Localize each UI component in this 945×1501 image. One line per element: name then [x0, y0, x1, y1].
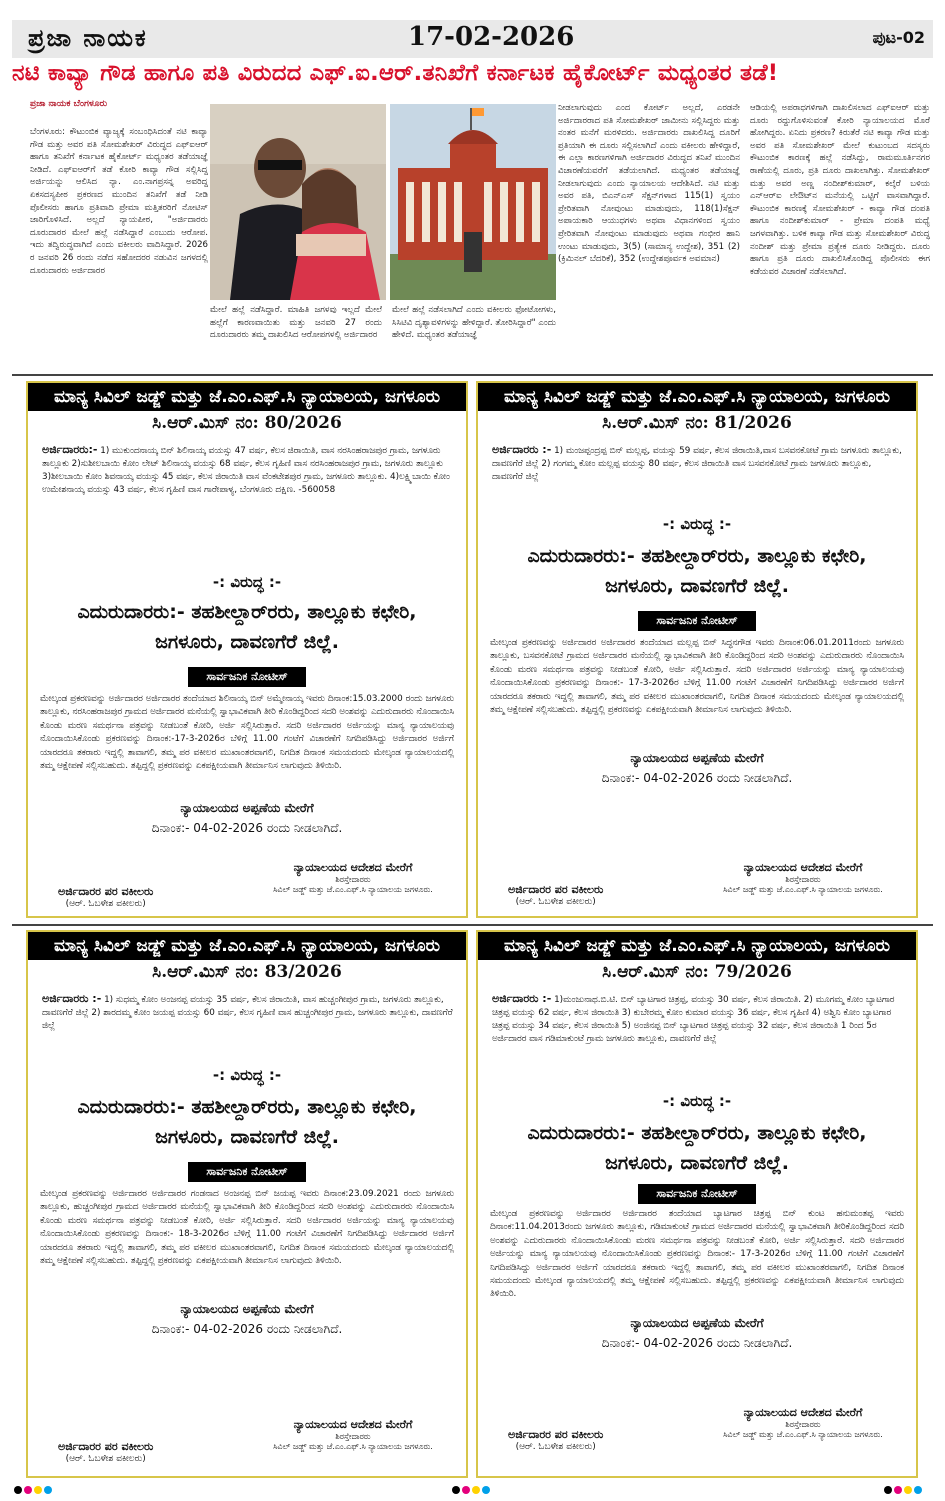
court-name: ಮಾನ್ಯ ಸಿವಿಲ್ ಜಡ್ಜ್ ಮತ್ತು ಜೆ.ಎಂ.ಎಫ್.ಸಿ ನ್ಯಾಯಾಲಯ, ಜಗಳೂರು: [478, 383, 916, 411]
court-signature: [708, 1406, 898, 1440]
case-number: ಸಿ.ಆರ್.ಮಿಸ್ ನಂ: 83/2026: [152, 962, 342, 982]
respondent: ಎದುರುದಾರರು:- ತಹಶೀಲ್ದಾರ್‌ರರು, ತಾಲ್ಲೂಕು ಕಛೇರಿ, ಜಗಳೂರು, ದಾವಣಗೆರೆ ಜಿಲ್ಲೆ.: [77, 1096, 417, 1148]
advocate: [58, 885, 153, 909]
public-notice-label: ಸಾರ್ವಜನಿಕ ನೋಟೀಸ್: [638, 1184, 755, 1204]
order-line: ನ್ಯಾಯಾಲಯದ ಅಪ್ಪಣೆಯ ಮೇರೆಗೆ: [180, 1302, 314, 1316]
reg-dot: [884, 1486, 892, 1494]
newspaper-name: ಪ್ರಜಾ ನಾಯಕ: [28, 24, 148, 52]
respondent: ಎದುರುದಾರರು:- ತಹಶೀಲ್ದಾರ್‌ರರು, ತಾಲ್ಲೂಕು ಕಛೇರಿ, ಜಗಳೂರು, ದಾವಣಗೆರೆ ಜಿಲ್ಲೆ.: [527, 545, 867, 597]
court-name: ಮಾನ್ಯ ಸಿವಿಲ್ ಜಡ್ಜ್ ಮತ್ತು ಜೆ.ಎಂ.ಎಫ್.ಸಿ ನ್ಯಾಯಾಲಯ, ಜಗಳೂರು: [28, 383, 466, 411]
lead-article: [12, 98, 933, 370]
court-name: ಮಾನ್ಯ ಸಿವಿಲ್ ಜಡ್ಜ್ ಮತ್ತು ಜೆ.ಎಂ.ಎಫ್.ಸಿ ನ್ಯಾಯಾಲಯ, ಜಗಳೂರು: [478, 932, 916, 960]
section-divider: [12, 374, 933, 376]
advocate-label: ಅರ್ಜಿದಾರರ ಪರ ವಕೀಲರು: [58, 885, 154, 898]
petitioners-text: 1) ಮುಕುಂದನಾಯ್ಕ ಬಿನ್ ಶಿಲಿನಾಯ್ಕ ವಯಸ್ಸು 47 ವರ್ಷ, ಕೆಲಸ ಜಿರಾಯಿತಿ, ವಾಸ ನರಸಿಂಹರಾಜಪುರ ಗ್ರಾಮ, ಜಗಳೂರು ತಾಲ್ಲೂಕು 2)ಸುಶೀಲಬಾಯಿ ಕೋಂ ಲೇಟ್ ಶಿಲಿನಾಯ್ಕ ವಯಸ್ಸು 68 ವರ್ಷ, ಕೆಲಸ ಗೃಹಿಣಿ ವಾಸ ನರಸಿಂಹರಾಜಪುರ ಗ್ರಾಮ, ಜಗಳೂರು ತಾಲ್ಲೂಕು 3)ಶೀಲಬಾಯಿ ಕೋಂ ಶಿವನಾಯ್ಕ ವಯಸ್ಸು 45 ವರ್ಷ, ಕೆಲಸ ಜಿರಾಯಿತಿ ವಾಸ ವೆಂಕಟೇಶಪುರ ಗ್ರಾಮ, ಜಗಳೂರು ತಾಲ್ಲೂಕು. 4)ಲಕ್ಷ್ಮಿಬಾಯಿ ಕೋಂ ಉಮೇಶನಾಯ್ಕ ವಯಸ್ಸು 43 ವರ್ಷ, ಕೆಲಸ ಗೃಹಿಣಿ ವಾಸ ಗಾರೇಪಾಳ್ಯ, ಬೆಂಗಳೂರು ದಕ್ಷಿಣ. -560058: [42, 446, 450, 495]
byline: ಪ್ರಜಾ ನಾಯಕ ಬೆಂಗಳೂರು: [30, 99, 108, 109]
versus-label: -: ವಿರುದ್ಧ :-: [212, 1066, 282, 1084]
order-date: ದಿನಾಂಕ:- 04-02-2026 ರಂದು ನೀಡಲಾಗಿದೆ.: [151, 1322, 343, 1336]
reg-dot: [904, 1486, 912, 1494]
petitioners-text: 1) ಸುಧಮ್ಮ ಕೋಂ ಅಂಜನಪ್ಪ ವಯಸ್ಸು 35 ವರ್ಷ, ಕೆಲಸ ಜಿರಾಯಿತಿ, ವಾಸ ಹುಚ್ಚಂಗೀಪುರ ಗ್ರಾಮ, ಜಗಳೂರು ತಾಲ್ಲೂಕು, ದಾವಣಗೆರೆ ಜಿಲ್ಲೆ 2) ಶಾರದಮ್ಮ ಕೋಂ ಜಯಪ್ಪ ವಯಸ್ಸು 60 ವರ್ಷ, ಕೆಲಸ ಗೃಹಿಣಿ ವಾಸ ಹುಚ್ಚಂಗೀಪುರ ಗ್ರಾಮ, ಜಗಳೂರು ತಾಲ್ಲೂಕು, ದಾವಣಗೆರೆ ಜಿಲ್ಲೆ: [42, 995, 453, 1031]
reg-dot: [472, 1486, 480, 1494]
petitioners: [42, 992, 454, 1033]
case-number: ಸಿ.ಆರ್.ಮಿಸ್ ನಂ: 79/2026: [602, 962, 792, 982]
respondent: ಎದುರುದಾರರು:- ತಹಶೀಲ್ದಾರ್‌ರರು, ತಾಲ್ಲೂಕು ಕಛೇರಿ, ಜಗಳೂರು, ದಾವಣಗೆರೆ ಜಿಲ್ಲೆ.: [527, 1122, 867, 1174]
order-date: ದಿನಾಂಕ:- 04-02-2026 ರಂದು ನೀಡಲಾಗಿದೆ.: [151, 821, 343, 835]
public-notice-label: ಸಾರ್ವಜನಿಕ ನೋಟೀಸ್: [188, 1162, 305, 1182]
article-column-2a: ಮೇಲೆ ಹಲ್ಲೆ ನಡೆಸಿದ್ದಾರೆ. ಮಾಹಿತಿ ಜಗಳವು ಇಲ್ಲದೆ ಮೇಲೆ ಹಲ್ಲೆಗೆ ಕಾರಣವಾಯಿತು ಮತ್ತು ಜನವರಿ 27 ರಂದು ದೂರುದಾರರು ತಮ್ಮ ದಾಖಲಿಸಿದ ಆರೋಪಗಳಲ್ಲಿ ಅರ್ಜಿದಾರರ: [210, 305, 382, 341]
public-notice-label: ಸಾರ್ವಜನಿಕ ನೋಟೀಸ್: [188, 667, 305, 687]
advocate-name: (ಆರ್. ಓಬಳೇಶ ವಕೀಲರು): [515, 1442, 596, 1452]
sign-court: ಸಿವಿಲ್ ಜಡ್ಜ್ ಮತ್ತು ಜೆ.ಎಂ.ಎಫ್.ಸಿ ನ್ಯಾಯಾಲಯ ಜಗಳೂರು.: [723, 885, 883, 894]
sign-role: ಶಿರಸ್ತೇದಾರರು: [335, 875, 371, 884]
order-line: ನ್ಯಾಯಾಲಯದ ಅಪ್ಪಣೆಯ ಮೇರೆಗೆ: [630, 751, 764, 765]
petitioners: [492, 443, 904, 484]
court-notice: [26, 381, 468, 918]
court-signature: [708, 861, 898, 895]
headline: ನಟಿ ಕಾವ್ಯಾ ಗೌಡ ಹಾಗೂ ಪತಿ ವಿರುದದ ಎಫ್.ಐ.ಆರ್.ತನಿಖೆಗೆ ಕರ್ನಾಟಕ ಹೈಕೋರ್ಟ್ ಮಧ್ಯಂತರ ತಡೆ!: [12, 60, 779, 86]
public-notice-label: ಸಾರ್ವಜನಿಕ ನೋಟೀಸ್: [638, 611, 755, 631]
advocate: [58, 1440, 153, 1464]
case-number: ಸಿ.ಆರ್.ಮಿಸ್ ನಂ: 81/2026: [602, 413, 792, 433]
article-column-3: ನೀಡಲಾಗುವುದು ಎಂದ ಕೋರ್ಟ್ ಅಲ್ಲದೆ, ಎರಡನೇ ಅರ್ಜಿದಾರರಾದ ಪತಿ ಸೋಮಶೇಖರ್ ಜಾಮೀನು ಸಲ್ಲಿಸಿದ್ದರು ಮತ್ತು ನಂತರ ಮನೆಗೆ ಮರಳಿದರು. ಅರ್ಜಿದಾರರು ದಾಖಲಿಸಿದ್ದ ದೂರಿಗೆ ಪ್ರತಿಯಾಗಿ ಈ ದೂರು ಸಲ್ಲಿಸಲಾಗಿದೆ ಎಂದು ವಕೀಲರು ಹೇಳಿದ್ದಾರೆ, ಈ ಎಲ್ಲಾ ಕಾರಣಗಳಿಗಾಗಿ ಅರ್ಜಿದಾರರ ವಿರುದ್ಧದ ತನಿಖೆ ಮುಂದಿನ ವಿಚಾರಣೆಯವರೆಗೆ ತಡೆಯಲಾಗಿದೆ. ಮಧ್ಯಂತರ ತಡೆಯಾಜ್ಞೆ ನೀಡಲಾಗುವುದು ಎಂದು ನ್ಯಾಯಾಲಯ ಆದೇಶಿಸಿದೆ. ನಟಿ ಮತ್ತು ಅವರ ಪತಿ, ಬಿಎನ್‌ಎಸ್ ಸೆಕ್ಷನ್‌ಗಳಾದ 115(1) ಸ್ವಯಂ ಪ್ರೇರಿತವಾಗಿ ನೋವುಂಟು ಮಾಡುವುದು, 118(1)ಸೆಕ್ಷನ್ ಅಪಾಯಕಾರಿ ಆಯುಧಗಳು ಅಥವಾ ವಿಧಾನಗಳಿಂದ ಸ್ವಯಂ ಪ್ರೇರಿತವಾಗಿ ನೋವುಂಟು ಮಾಡುವುದು ಅಥವಾ ಗಂಭೀರ ಹಾನಿ ಉಂಟು ಮಾಡುವುದು, 3(5) (ಸಾಮಾನ್ಯ ಉದ್ದೇಶ), 351 (2) (ಕ್ರಿಮಿನಲ್ ಬೆದರಿಕೆ), 352 (ಉದ್ದೇಶಪೂರ್ವಕ ಅವಮಾನ): [558, 103, 740, 265]
article-column-2b: ಮೇಲೆ ಹಲ್ಲೆ ನಡೆಸಲಾಗಿದೆ ಎಂದು ವಕೀಲರು ಫೋಟೋಗಳು, ಸಿಸಿಟಿವಿ ದೃಶ್ಯಾವಳಿಗಳನ್ನು ಹೇಳಿದ್ದಾರೆ. ತೋರಿಸಿದ್ದಾರೆ" ಎಂದು ಹೇಳಿದೆ. ಮಧ್ಯಂತರ ತಡೆಯಾಜ್ಞೆ: [392, 305, 556, 341]
court-signature: [258, 861, 448, 895]
registration-marks-right: [884, 1486, 922, 1494]
sign-role: ಶಿರಸ್ತೇದಾರರು: [335, 1432, 371, 1441]
article-column-4: ಆಡಿಯಲ್ಲಿ ಅಪರಾಧಗಳಿಗಾಗಿ ದಾಖಲಿಸಲಾದ ಎಫ್‌ಐಆರ್ ಮತ್ತು ದೂರು ರದ್ದುಗೊಳಿಸುವಂತೆ ಕೋರಿ ನ್ಯಾಯಾಲಯದ ಮೊರೆ ಹೋಗಿದ್ದರು. ಏನಿದು ಪ್ರಕರಣ? ಕಿರುತೆರೆ ನಟಿ ಕಾವ್ಯಾ ಗೌಡ ಮತ್ತು ಅವರ ಪತಿ ಸೋಮಶೇಖರ್ ಮೇಲೆ ಕುಟುಂಬದ ಸದಸ್ಯರು ಕೌಟುಂಬಿಕ ಕಾರಣಕ್ಕೆ ಹಲ್ಲೆ ನಡೆಸಿದ್ದು, ರಾಮಮೂರ್ತಿನಗರ ಠಾಣೆಯಲ್ಲಿ ದೂರು, ಪ್ರತಿ ದೂರು ದಾಖಲಾಗಿತ್ತು. ಸೋಮಶೇಖರ್ ಮತ್ತು ಅವರ ಅಣ್ಣ ನಂದೀಶ್‌ಕುಮಾರ್, ಕಲ್ಕೆರೆ ಬಳಿಯ ಎನ್‌ಆರ್‌ಐ ಲೇಔಟ್‌ನ ಮನೆಯಲ್ಲಿ ಒಟ್ಟಿಗೆ ವಾಸವಾಗಿದ್ದಾರೆ. ಕೌಟುಂಬಿಕ ಕಾರಣಕ್ಕೆ ಸೋಮಶೇಖರ್ - ಕಾವ್ಯಾ ಗೌಡ ದಂಪತಿ ಹಾಗೂ ನಂದೀಶ್‌ಕುಮಾರ್ - ಪ್ರೇಮಾ ದಂಪತಿ ಮಧ್ಯೆ ಜಗಳವಾಗಿತ್ತು. ಬಳಿಕ ಕಾವ್ಯಾ ಗೌಡ ಮತ್ತು ಸೋಮಶೇಖರ್ ವಿರುದ್ಧ ನಂದೀಶ್ ಮತ್ತು ಪ್ರೇಮಾ ಪ್ರತ್ಯೇಕ ದೂರು ನೀಡಿದ್ದರು. ದೂರು ಹಾಗೂ ಪ್ರತಿ ದೂರು ದಾಖಲಿಸಿಕೊಂಡಿದ್ದ ಪೊಲೀಸರು ಈಗ ಕಡೆಯವರ ವಿಚಾರಣೆ ನಡೆಸಲಾಗಿದೆ.: [750, 103, 930, 277]
registration-marks-center: [452, 1486, 490, 1494]
high-court-photo: [390, 104, 556, 300]
issue-date: 17-02-2026: [408, 22, 575, 52]
reg-dot: [462, 1486, 470, 1494]
petitioners-text: 1)ಮಂಜುನಾಥ.ಬಿ.ಟಿ. ಬಿನ್ ಬ್ಯಾಟಗಾರ ಚಿತ್ರಪ್ಪ, ವಯಸ್ಸು 30 ವರ್ಷ, ಕೆಲಸ ಜಿರಾಯಿತಿ. 2) ಮೂಗಮ್ಮ ಕೋಂ ಬ್ಯಾಟಗಾರ ಚಿತ್ರಪ್ಪ ವಯಸ್ಸು 62 ವರ್ಷ, ಕೆಲಸ ಜಿರಾಯಿತಿ 3) ಕುಬೇರಮ್ಮ ಕೋಂ ಕುಮಾರ ವಯಸ್ಸು 36 ವರ್ಷ, ಕೆಲಸ ಗೃಹಿಣಿ 4) ಅಶ್ವಿನಿ ಕೋಂ ಬ್ಯಾಟಗಾರ ಚಿತ್ರಪ್ಪ ವಯಸ್ಸು 34 ವರ್ಷ, ಕೆಲಸ ಜಿರಾಯಿತಿ 5) ಅಂಜಿನಪ್ಪ ಬಿನ್ ಬ್ಯಾಟಗಾರ ಚಿತ್ರಪ್ಪ ವಯಸ್ಸು 32 ವರ್ಷ, ಕೆಲಸ ಜಿರಾಯಿತಿ 1 ರಿಂದ 5ರ ಅರ್ಜಿದಾರರ ವಾಸ ಗಡಿಮಾಕುಂಟೆ ಗ್ರಾಮ ಜಗಳೂರು ತಾಲ್ಲೂಕು, ದಾವಣಗೆರೆ ಜಿಲ್ಲೆ: [492, 995, 895, 1044]
versus-label: -: ವಿರುದ್ಧ :-: [662, 1092, 732, 1110]
notice-body: ಮೇಲ್ಕಂಡ ಪ್ರಕರಣವನ್ನು ಅರ್ಜಿದಾರರ ಅರ್ಜಿದಾರರ ತಂದೆಯಾದ ಮಲ್ಲಪ್ಪ ಬಿನ್ ಸಿದ್ಧನಗೌಡ ಇವರು ದಿನಾಂಕ:06.01.2011ರಂದು ಜಗಳೂರು ತಾಲ್ಲೂಕು, ಬಸವನಕೋಟೆ ಗ್ರಾಮದ ಅರ್ಜಿದಾರರ ಮನೆಯಲ್ಲಿ ಸ್ವಾಭಾವಿಕವಾಗಿ ತೀರಿ ಕೊಂಡಿದ್ದರಿಂದ ಸದರಿ ಅಂಶವನ್ನು ಎದುರುದಾರರು ನೊಂದಾಯಿಸಿ ಕೊಂಡು ಮರಣ ಸಮರ್ಥನಾ ಪತ್ರವನ್ನು ನೀಡಬಂತೆ ಕೋರಿ, ಅರ್ಜಿ ಸಲ್ಲಿಸಿರುತ್ತಾರೆ. ಸದರಿ ಅರ್ಜಿದಾರರ ಅರ್ಜಿಯನ್ನು ಮಾನ್ಯ ನ್ಯಾಯಾಲಯವು ನೊಂದಾಯಿಸಿಕೊಂಡು ಪ್ರಕರಣವನ್ನು ದಿನಾಂಕ:- 17-3-2026ರ ಬೆಳಿಗ್ಗೆ 11.00 ಗಂಟೆಗೆ ವಿಚಾರಣೆಗೆ ನಿಗದಿಪಡಿಸಿದ್ದು ಅರ್ಜಿದಾರರ ಅರ್ಜಿಗೆ ಯಾರದರೂ ತಕರಾರು ಇದ್ದಲ್ಲಿ ತಾವಾಗಲಿ, ತಮ್ಮ ಪರ ವಕೀಲರ ಮುಖಾಂತರವಾಗಲಿ, ನಿಗದಿತ ದಿನಾಂಕ ಸಮಯದಂದು ಮೇಲ್ಕಂಡ ನ್ಯಾಯಾಲಯದಲ್ಲಿ ತಮ್ಮ ಆಕ್ಷೇಪಣೆ ಸಲ್ಲಿಸಬಹುದು. ತಪ್ಪಿದ್ದಲ್ಲಿ ಪ್ರಕರಣವನ್ನು ಏಕಪಕ್ಷೀಯವಾಗಿ ತೀರ್ಮಾನಿಸ ಲಾಗುವುದು ತಿಳಿಯಿರಿ.: [490, 638, 904, 716]
advocate-label: ಅರ್ಜಿದಾರರ ಪರ ವಕೀಲರು: [508, 883, 604, 896]
sign-court: ಸಿವಿಲ್ ಜಡ್ಜ್ ಮತ್ತು ಜೆ.ಎಂ.ಎಫ್.ಸಿ ನ್ಯಾಯಾಲಯ ಜಗಳೂರು.: [273, 885, 433, 894]
article-column-1: ಬೆಂಗಳೂರು: ಕೌಟುಂಬಿಕ ವ್ಯಾಜ್ಯಕ್ಕೆ ಸಂಬಂಧಿಸಿದಂತೆ ನಟಿ ಕಾವ್ಯಾ ಗೌಡ ಮತ್ತು ಅವರ ಪತಿ ಸೋಮಶೇಖರ್ ವಿರುದ್ಧದ ಎಫ್‌ಐಆರ್ ಹಾಗೂ ತನಿಖೆಗೆ ಕರ್ನಾಟಕ ಹೈಕೋರ್ಟ್ ಮಧ್ಯಂತರ ತಡೆಯಾಜ್ಞೆ ನೀಡಿದೆ. ಎಫ್‌ಐಆರ್‌ಗೆ ತಡೆ ಕೋರಿ ಕಾವ್ಯಾ ಗೌಡ ಸಲ್ಲಿಸಿದ್ದ ಅರ್ಜಿಯನ್ನು ಆಲಿಸಿದ ನ್ಯಾ. ಎಂ.ನಾಗಪ್ರಸನ್ನ ಅವರಿದ್ದ ಏಕಸದಸ್ಯಪೀಠ ಪ್ರಕರಣದ ಮುಂದಿನ ತನಿಖೆಗೆ ತಡೆ ನೀಡಿ ಪೊಲೀಸರು ಹಾಗೂ ಪ್ರತಿವಾದಿ ಪ್ರೇಮಾ ಮತ್ತಿತರರಿಗೆ ನೋಟಿಸ್ ಜಾರಿಗೊಳಿಸಿದೆ. ಅಲ್ಲದೆ ನ್ಯಾಯಪೀಠ, "ಅರ್ಜಿದಾರರು ದೂರುದಾರರ ಮೇಲೆ ಹಲ್ಲೆ ನಡೆಸಿದ್ದಾರೆ ಎಂಬುದು ಆರೋಪ. ಇದು ತದ್ವಿರುದ್ಧವಾಗಿದೆ ಎಂದು ವಕೀಲರು ವಾದಿಸಿದ್ದಾರೆ. 2026 ರ ಜನವರಿ 26 ರಂದು ನಡೆದ ಸಹೋದರರ ನಡುವಿನ ಜಗಳದಲ್ಲಿ ದೂರುದಾರರು ಅರ್ಜಿದಾರರ: [30, 127, 208, 276]
notice-body: ಮೇಲ್ಕಂಡ ಪ್ರಕರಣವನ್ನು ಅರ್ಜಿದಾರರ ಅರ್ಜಿದಾರರ ತಂದೆಯಾದ ಬ್ಯಾಟಗಾರ ಚಿತ್ರಪ್ಪ ಬಿನ್ ಕುಂಟ ಹನುಮಂತಪ್ಪ ಇವರು ದಿನಾಂಕ:11.04.2013ರಂದು ಜಗಳೂರು ತಾಲ್ಲೂಕು, ಗಡಿಮಾಕುಂಟೆ ಗ್ರಾಮದ ಅರ್ಜಿದಾರರ ಮನೆಯಲ್ಲಿ ಸ್ವಾಭಾವಿಕವಾಗಿ ತೀರಿಕೊಂಡಿದ್ದರಿಂದ ಸದರಿ ಅಂಶವನ್ನು ಎದುರುದಾರರು ನೊಂದಾಯಿಸಿಕೊಂಡು ಮರಣ ಸಮರ್ಥನಾ ಪತ್ರವನ್ನು ನೀಡಬಂತೆ ಕೋರಿ, ಅರ್ಜಿ ಸಲ್ಲಿಸಿರುತ್ತಾರೆ. ಸದರಿ ಅರ್ಜಿದಾರರ ಅರ್ಜಿಯನ್ನು ಮಾನ್ಯ ನ್ಯಾಯಾಲಯವು ನೊಂದಾಯಿಸಿಕೊಂಡು ಪ್ರಕರಣವನ್ನು ದಿನಾಂಕ:- 17-3-2026ರ ಬೆಳಿಗ್ಗೆ 11.00 ಗಂಟೆಗೆ ವಿಚಾರಣೆಗೆ ನಿಗದಿಪಡಿಸಿದ್ದು ಅರ್ಜಿದಾರರ ಅರ್ಜಿಗೆ ಯಾರದರೂ ತಕರಾರು ಇದ್ದಲ್ಲಿ ತಾವಾಗಲಿ, ತಮ್ಮ ಪರ ವಕೀಲರ ಮುಖಾಂತರವಾಗಲಿ, ನಿಗದಿತ ದಿನಾಂಕ ಸಮಯದಂದು ಮೇಲ್ಕಂಡ ನ್ಯಾಯಾಲಯದಲ್ಲಿ ತಮ್ಮ ಆಕ್ಷೇಪಣೆ ಸಲ್ಲಿಸಬಹುದು. ತಪ್ಪಿದ್ದಲ್ಲಿ ಪ್ರಕರಣವನ್ನು ಏಕಪಕ್ಷೀಯವಾಗಿ ತೀರ್ಮಾನಿಸ ಲಾಗುವುದು ತಿಳಿಯಿರಿ.: [490, 1209, 904, 1300]
advocate-name: (ಆರ್. ಓಬಳೇಶ ವಕೀಲರು): [65, 1454, 146, 1464]
sign-title: ನ್ಯಾಯಾಲಯದ ಆದೇಶದ ಮೇರೆಗೆ: [743, 1406, 863, 1419]
section-divider: [12, 924, 933, 926]
reg-dot: [14, 1486, 22, 1494]
petitioners-label: ಅರ್ಜಿದಾರರು :-: [492, 443, 552, 456]
petitioners: [492, 992, 904, 1046]
sign-title: ನ್ಯಾಯಾಲಯದ ಆದೇಶದ ಮೇರೆಗೆ: [743, 861, 863, 874]
court-notice: [476, 381, 918, 918]
advocate: [508, 883, 603, 907]
reg-dot: [44, 1486, 52, 1494]
sign-role: ಶಿರಸ್ತೇದಾರರು: [785, 875, 821, 884]
reg-dot: [894, 1486, 902, 1494]
reg-dot: [914, 1486, 922, 1494]
sign-title: ನ್ಯಾಯಾಲಯದ ಆದೇಶದ ಮೇರೆಗೆ: [293, 861, 413, 874]
sign-title: ನ್ಯಾಯಾಲಯದ ಆದೇಶದ ಮೇರೆಗೆ: [293, 1418, 413, 1431]
advocate: [508, 1428, 603, 1452]
page-number: ಪುಟ-02: [872, 28, 925, 47]
respondent: ಎದುರುದಾರರು:- ತಹಶೀಲ್ದಾರ್‌ರರು, ತಾಲ್ಲೂಕು ಕಛೇರಿ, ಜಗಳೂರು, ದಾವಣಗೆರೆ ಜಿಲ್ಲೆ.: [77, 601, 417, 653]
order-line: ನ್ಯಾಯಾಲಯದ ಅಪ್ಪಣೆಯ ಮೇರೆಗೆ: [180, 801, 314, 815]
notice-body: ಮೇಲ್ಕಂಡ ಪ್ರಕರಣವನ್ನು ಅರ್ಜಿದಾರರ ಅರ್ಜಿದಾರರ ಗಂಡನಾದ ಅಂಜನಪ್ಪ ಬಿನ್ ಜಯಪ್ಪ ಇವರು ದಿನಾಂಕ:23.09.2021 ರಂದು ಜಗಳೂರು ತಾಲ್ಲೂಕು, ಹುಚ್ಚಂಗೀಪುರ ಗ್ರಾಮದ ಅರ್ಜಿದಾರರ ಮನೆಯಲ್ಲಿ ಸ್ವಾಭಾವಿಕವಾಗಿ ತೀರಿ ಕೊಂಡಿದ್ದರಿಂದ ಸದರಿ ಅಂಶವನ್ನು ಎದುರುದಾರರು ನೊಂದಾಯಿಸಿ ಕೊಂಡು ಮರಣ ಸಮರ್ಥನಾ ಪತ್ರವನ್ನು ನೀಡಬಂತೆ ಕೋರಿ, ಅರ್ಜಿ ಸಲ್ಲಿಸಿರುತ್ತಾರೆ. ಸದರಿ ಅರ್ಜಿದಾರರ ಅರ್ಜಿಯನ್ನು ಮಾನ್ಯ ನ್ಯಾಯಾಲಯವು ನೊಂದಾಯಿಸಿಕೊಂಡು ಪ್ರಕರಣವನ್ನು ದಿನಾಂಕ:- 18-3-2026ರ ಬೆಳಿಗ್ಗೆ 11.00 ಗಂಟೆಗೆ ವಿಚಾರಣೆಗೆ ನಿಗದಿಪಡಿಸಿದ್ದು ಅರ್ಜಿದಾರರ ಅರ್ಜಿಗೆ ಯಾರದರೂ ತಕರಾರು ಇದ್ದಲ್ಲಿ ತಾವಾಗಲಿ, ತಮ್ಮ ಪರ ವಕೀಲರ ಮುಖಾಂತರವಾಗಲಿ, ನಿಗದಿತ ದಿನಾಂಕ ಸಮಯದಂದು ಮೇಲ್ಕಂಡ ನ್ಯಾಯಾಲಯದಲ್ಲಿ ತಮ್ಮ ಆಕ್ಷೇಪಣೆ ಸಲ್ಲಿಸಬಹುದು. ತಪ್ಪಿದ್ದಲ್ಲಿ ಪ್ರಕರಣವನ್ನು ಏಕಪಕ್ಷೀಯವಾಗಿ ತೀರ್ಮಾನಿಸ ಲಾಗುವುದು ತಿಳಿಯಿರಿ.: [40, 1189, 454, 1267]
sign-role: ಶಿರಸ್ತೇದಾರರು: [785, 1420, 821, 1429]
court-notice: [476, 930, 918, 1478]
petitioners-label: ಅರ್ಜಿದಾರರು :-: [42, 992, 102, 1005]
versus-label: -: ವಿರುದ್ಧ :-: [212, 573, 282, 591]
case-number: ಸಿ.ಆರ್.ಮಿಸ್ ನಂ: 80/2026: [152, 413, 342, 433]
reg-dot: [452, 1486, 460, 1494]
order-date: ದಿನಾಂಕ:- 04-02-2026 ರಂದು ನೀಡಲಾಗಿದೆ.: [601, 771, 793, 785]
sign-court: ಸಿವಿಲ್ ಜಡ್ಜ್ ಮತ್ತು ಜೆ.ಎಂ.ಎಫ್.ಸಿ ನ್ಯಾಯಾಲಯ ಜಗಳೂರು.: [273, 1442, 433, 1451]
reg-dot: [482, 1486, 490, 1494]
couple-photo: [210, 104, 386, 300]
order-line: ನ್ಯಾಯಾಲಯದ ಅಪ್ಪಣೆಯ ಮೇರೆಗೆ: [630, 1316, 764, 1330]
advocate-name: (ಆರ್. ಓಬಳೇಶ ವಕೀಲರು): [65, 899, 146, 909]
reg-dot: [24, 1486, 32, 1494]
court-notice: [26, 930, 468, 1478]
petitioners: [42, 443, 454, 497]
advocate-label: ಅರ್ಜಿದಾರರ ಪರ ವಕೀಲರು: [508, 1428, 604, 1441]
petitioners-label: ಅರ್ಜಿದಾರರು:-: [42, 443, 98, 456]
reg-dot: [34, 1486, 42, 1494]
registration-marks-left: [14, 1486, 52, 1494]
petitioners-label: ಅರ್ಜಿದಾರರು :-: [492, 992, 552, 1005]
court-name: ಮಾನ್ಯ ಸಿವಿಲ್ ಜಡ್ಜ್ ಮತ್ತು ಜೆ.ಎಂ.ಎಫ್.ಸಿ ನ್ಯಾಯಾಲಯ, ಜಗಳೂರು: [28, 932, 466, 960]
masthead: [12, 20, 933, 58]
advocate-label: ಅರ್ಜಿದಾರರ ಪರ ವಕೀಲರು: [58, 1440, 154, 1453]
advocate-name: (ಆರ್. ಓಬಳೇಶ ವಕೀಲರು): [515, 897, 596, 907]
order-date: ದಿನಾಂಕ:- 04-02-2026 ರಂದು ನೀಡಲಾಗಿದೆ.: [601, 1336, 793, 1350]
notice-body: ಮೇಲ್ಕಂಡ ಪ್ರಕರಣವನ್ನು ಅರ್ಜಿದಾರರ ಅರ್ಜಿದಾರರ ತಂದೆಯಾದ ಶಿಲಿನಾಯ್ಕ ಬಿನ್ ಅಮ್ಮೇನಾಯ್ಕ ಇವರು ದಿನಾಂಕ:15.03.2000 ರಂದು ಜಗಳೂರು ತಾಲ್ಲೂಕು, ನರಸಿಂಹರಾಜಪುರ ಗ್ರಾಮದ ಅರ್ಜಿದಾರರ ಮನೆಯಲ್ಲಿ ಸ್ವಾಭಾವಿಕವಾಗಿ ತೀರಿ ಕೊಂಡಿದ್ದರಿಂದ ಸದರಿ ಅಂಶವನ್ನು ಎದುರುದಾರರು ನೊಂದಾಯಿಸಿ ಕೊಂಡು ಮರಣ ಸಮರ್ಥನಾ ಪತ್ರವನ್ನು ನೀಡಬಂತೆ ಕೋರಿ, ಅರ್ಜಿ ಸಲ್ಲಿಸಿರುತ್ತಾರೆ. ಸದರಿ ಅರ್ಜಿದಾರರ ಅರ್ಜಿಯನ್ನು ಮಾನ್ಯ ನ್ಯಾಯಾಲಯವು ನೊಂದಾಯಿಸಿಕೊಂಡು ಪ್ರಕರಣವನ್ನು ದಿನಾಂಕ:-17-3-2026ರ ಬೆಳಿಗ್ಗೆ 11.00 ಗಂಟೆಗೆ ವಿಚಾರಣೆಗೆ ನಿಗದಿಪಡಿಸಿದ್ದು ಅರ್ಜಿದಾರರ ಅರ್ಜಿಗೆ ಯಾರದರೂ ತಕರಾರು ಇದ್ದಲ್ಲಿ ತಾವಾಗಲಿ, ತಮ್ಮ ಪರ ವಕೀಲರ ಮುಖಾಂತರವಾಗಲಿ, ನಿಗದಿತ ದಿನಾಂಕ ಸಮಯದಂದು ಮೇಲ್ಕಂಡ ನ್ಯಾಯಾಲಯದಲ್ಲಿ ತಮ್ಮ ಆಕ್ಷೇಪಣೆ ಸಲ್ಲಿಸಬಹುದು. ತಪ್ಪಿದ್ದಲ್ಲಿ ಪ್ರಕರಣವನ್ನು ಏಕಪಕ್ಷೀಯವಾಗಿ ತೀರ್ಮಾನಿಸ ಲಾಗುವುದು ತಿಳಿಯಿರಿ.: [40, 694, 454, 772]
court-signature: [258, 1418, 448, 1452]
petitioners-text: 1) ಮಂಜಪ್ಪಂದ್ರಪ್ಪ ಬಿನ್ ಮಲ್ಲಪ್ಪ, ವಯಸ್ಸು 59 ವರ್ಷ, ಕೆಲಸ ಜಿರಾಯಿತಿ,ವಾಸ ಬಸವನಕೋಟೆ ಗ್ರಾಮ ಜಗಳೂರು ತಾಲ್ಲೂಕು, ದಾವಣಗೆರೆ ಜಿಲ್ಲೆ 2) ಗಂಗಮ್ಮ ಕೋಂ ಮಲ್ಲಪ್ಪ ವಯಸ್ಸು 80 ವರ್ಷ, ಕೆಲಸ ಜಿರಾಯಿತಿ ವಾಸ ಬಸವನಕೋಟೆ ಗ್ರಾಮ ಜಗಳೂರು ತಾಲ್ಲೂಕು, ದಾವಣಗೆರೆ ಜಿಲ್ಲೆ: [492, 446, 902, 482]
versus-label: -: ವಿರುದ್ಧ :-: [662, 515, 732, 533]
sign-court: ಸಿವಿಲ್ ಜಡ್ಜ್ ಮತ್ತು ಜೆ.ಎಂ.ಎಫ್.ಸಿ ನ್ಯಾಯಾಲಯ ಜಗಳೂರು.: [723, 1430, 883, 1439]
